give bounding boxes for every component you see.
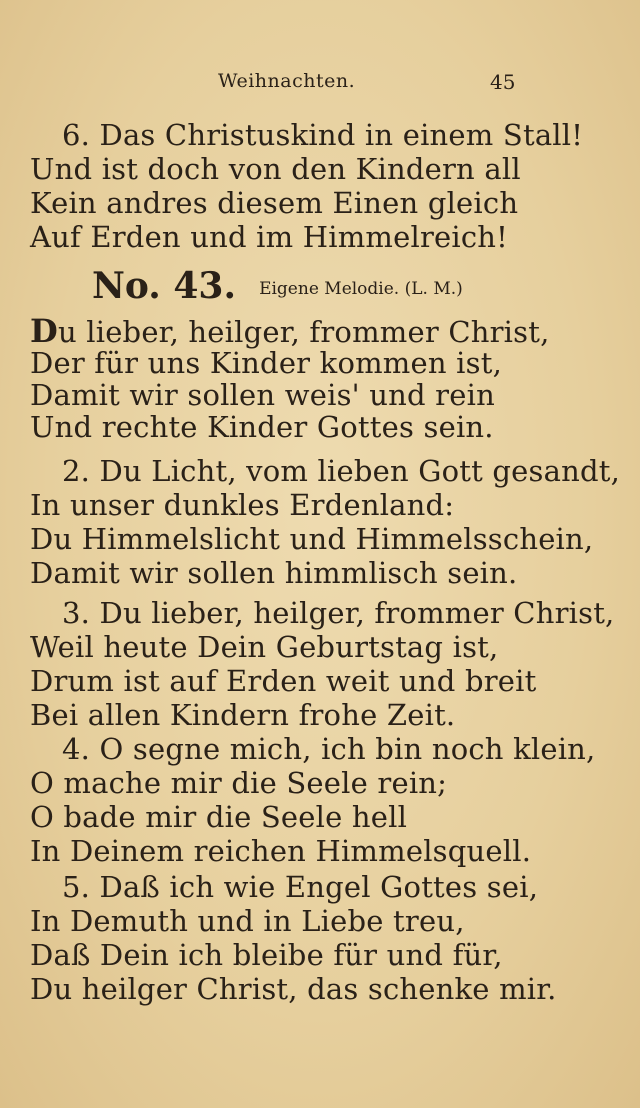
melody-note: Eigene Melodie. (L. M.) (259, 279, 463, 299)
verse-line: Auf Erden und im Himmelreich! (30, 220, 509, 254)
running-title: Weihnachten. (218, 70, 356, 92)
verse-line: Drum ist auf Erden weit und breit (30, 664, 537, 698)
verse-line: Weil heute Dein Geburtstag ist, (30, 630, 499, 664)
verse-line: Bei allen Kindern frohe Zeit. (30, 698, 456, 732)
verse-line: In unser dunkles Erdenland: (30, 488, 455, 522)
verse-line: 3. Du lieber, heilger, frommer Christ, (62, 596, 615, 630)
verse-line: Du Himmelslicht und Himmelsschein, (30, 522, 594, 556)
verse-line: 6. Das Christuskind in einem Stall! (62, 118, 584, 152)
verse-line (30, 314, 549, 349)
verse-line: Und ist doch von den Kindern all (30, 152, 521, 186)
verse-line: Und rechte Kinder Gottes sein. (30, 410, 494, 444)
verse-line: O mache mir die Seele rein; (30, 766, 448, 800)
verse-line: Damit wir sollen himmlisch sein. (30, 556, 518, 590)
verse-line: Damit wir sollen weis' und rein (30, 378, 495, 412)
hymn-heading (92, 265, 463, 305)
verse-line: Der für uns Kinder kommen ist, (30, 346, 502, 380)
verse-line: O bade mir die Seele hell (30, 800, 408, 834)
page-header (0, 70, 640, 100)
verse-line: 4. O segne mich, ich bin noch klein, (62, 732, 596, 766)
verse-line: Daß Dein ich bleibe für und für, (30, 938, 503, 972)
drop-cap: D (30, 312, 58, 350)
verse-line: In Demuth und in Liebe treu, (30, 904, 465, 938)
verse-line: 5. Daß ich wie Engel Gottes sei, (62, 870, 539, 904)
verse-line: Du heilger Christ, das schenke mir. (30, 972, 557, 1006)
verse-line: 2. Du Licht, vom lieben Gott gesandt, (62, 454, 621, 488)
hymn-number: No. 43. (92, 265, 236, 307)
verse-line: Kein andres diesem Einen gleich (30, 186, 519, 220)
verse-line-text: u lieber, heilger, frommer Christ, (57, 315, 550, 349)
verse-line: In Deinem reichen Himmelsquell. (30, 834, 532, 868)
page-number: 45 (490, 70, 516, 94)
